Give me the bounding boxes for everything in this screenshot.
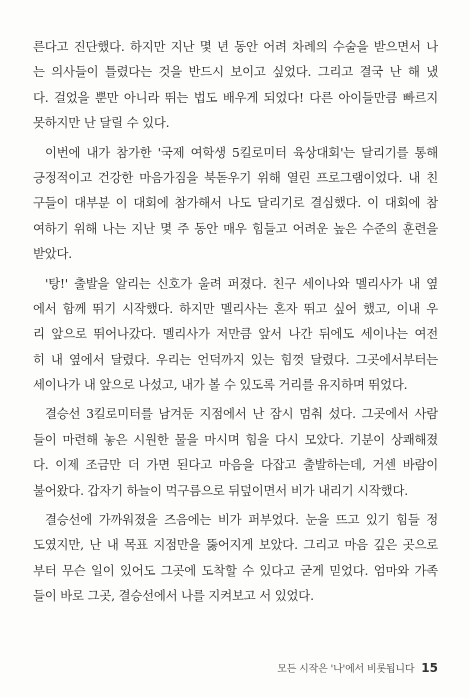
text-line: 에서 함께 뛰기 시작했다. 하지만 멜리사는 혼자 뛰고 싶어 했고, 이내 우	[33, 300, 438, 316]
text-line: 여하기 위해 나는 지난 몇 주 동안 매우 힘들고 어려운 높은 수준의 훈련을	[33, 220, 438, 236]
paragraph	[33, 507, 438, 609]
text-line: 긍정적이고 건강한 마음가짐을 북돋우기 위해 열린 프로그램이었다. 내 친	[33, 169, 438, 185]
text-line: 이번에 내가 참가한 '국제 여학생 5킬로미터 육상대회'는 달리기를 통해	[45, 144, 438, 160]
page-number: 15	[421, 661, 438, 675]
text-line: 도였지만, 난 내 목표 지점만을 뚫어지게 보았다. 그리고 마음 깊은 곳으로	[33, 537, 438, 553]
page-footer	[277, 660, 438, 680]
text-line: 못하지만 난 달릴 수 있다.	[33, 115, 170, 131]
paragraph	[33, 401, 438, 503]
text-line: 들이 마련해 놓은 시원한 물을 마시며 힘을 다시 모았다. 기분이 상쾌해졌	[33, 431, 438, 447]
text-line: 리 앞으로 뛰어나갔다. 멜리사가 저만큼 앞서 나간 뒤에도 세이나는 여전	[33, 326, 438, 342]
text-line: 히 내 옆에서 달렸다. 우리는 언덕까지 있는 힘껏 달렸다. 그곳에서부터는	[33, 351, 438, 367]
text-line: 세이나가 내 앞으로 나섰고, 내가 볼 수 있도록 거리를 유지하며 뛰었다.	[33, 377, 408, 393]
paragraph	[33, 271, 438, 398]
text-line: 부터 무슨 일이 있어도 그곳에 도착할 수 있다고 굳게 믿었다. 엄마와 가족	[33, 562, 438, 578]
running-title: 모든 시작은 '나'에서 비롯됩니다	[277, 664, 415, 675]
text-line: 른다고 진단했다. 하지만 지난 몇 년 동안 어려 차례의 수술을 받으면서 나	[33, 39, 438, 54]
text-line: 는 의사들이 틀렸다는 것을 반드시 보이고 싶었다. 그리고 결국 난 해 냈	[33, 64, 438, 80]
text-line: 결승선에 가까워졌을 즈음에는 비가 퍼부었다. 눈을 뜨고 있기 힘들 정	[45, 512, 438, 528]
paragraph	[33, 140, 438, 267]
text-line: 들이 바로 그곳, 결승선에서 나를 지켜보고 서 있었다.	[33, 588, 314, 604]
text-line: 다. 이제 조금만 더 가면 된다고 마음을 다잡고 출발하는데, 거센 바람이	[33, 457, 438, 473]
body-text	[33, 34, 438, 613]
text-line: 다. 걸었을 뿐만 아니라 뛰는 법도 배우게 되었다! 다른 아이들만큼 빠르지	[33, 89, 438, 105]
text-line: 결승선 3킬로미터를 남겨둔 지점에서 난 잠시 멈춰 섰다. 그곳에서 사람	[45, 406, 438, 422]
text-line: 받았다.	[33, 246, 73, 262]
text-line: 구들이 대부분 이 대회에 참가해서 나도 달리기로 결심했다. 이 대회에 참	[33, 195, 438, 211]
text-line: 불어왔다. 갑자기 하늘이 먹구름으로 뒤덮이면서 비가 내리기 시작했다.	[33, 482, 408, 498]
text-line: '탕!' 출발을 알리는 신호가 울려 퍼졌다. 친구 세이나와 멜리사가 내 옆	[45, 275, 438, 291]
paragraph	[33, 34, 438, 136]
